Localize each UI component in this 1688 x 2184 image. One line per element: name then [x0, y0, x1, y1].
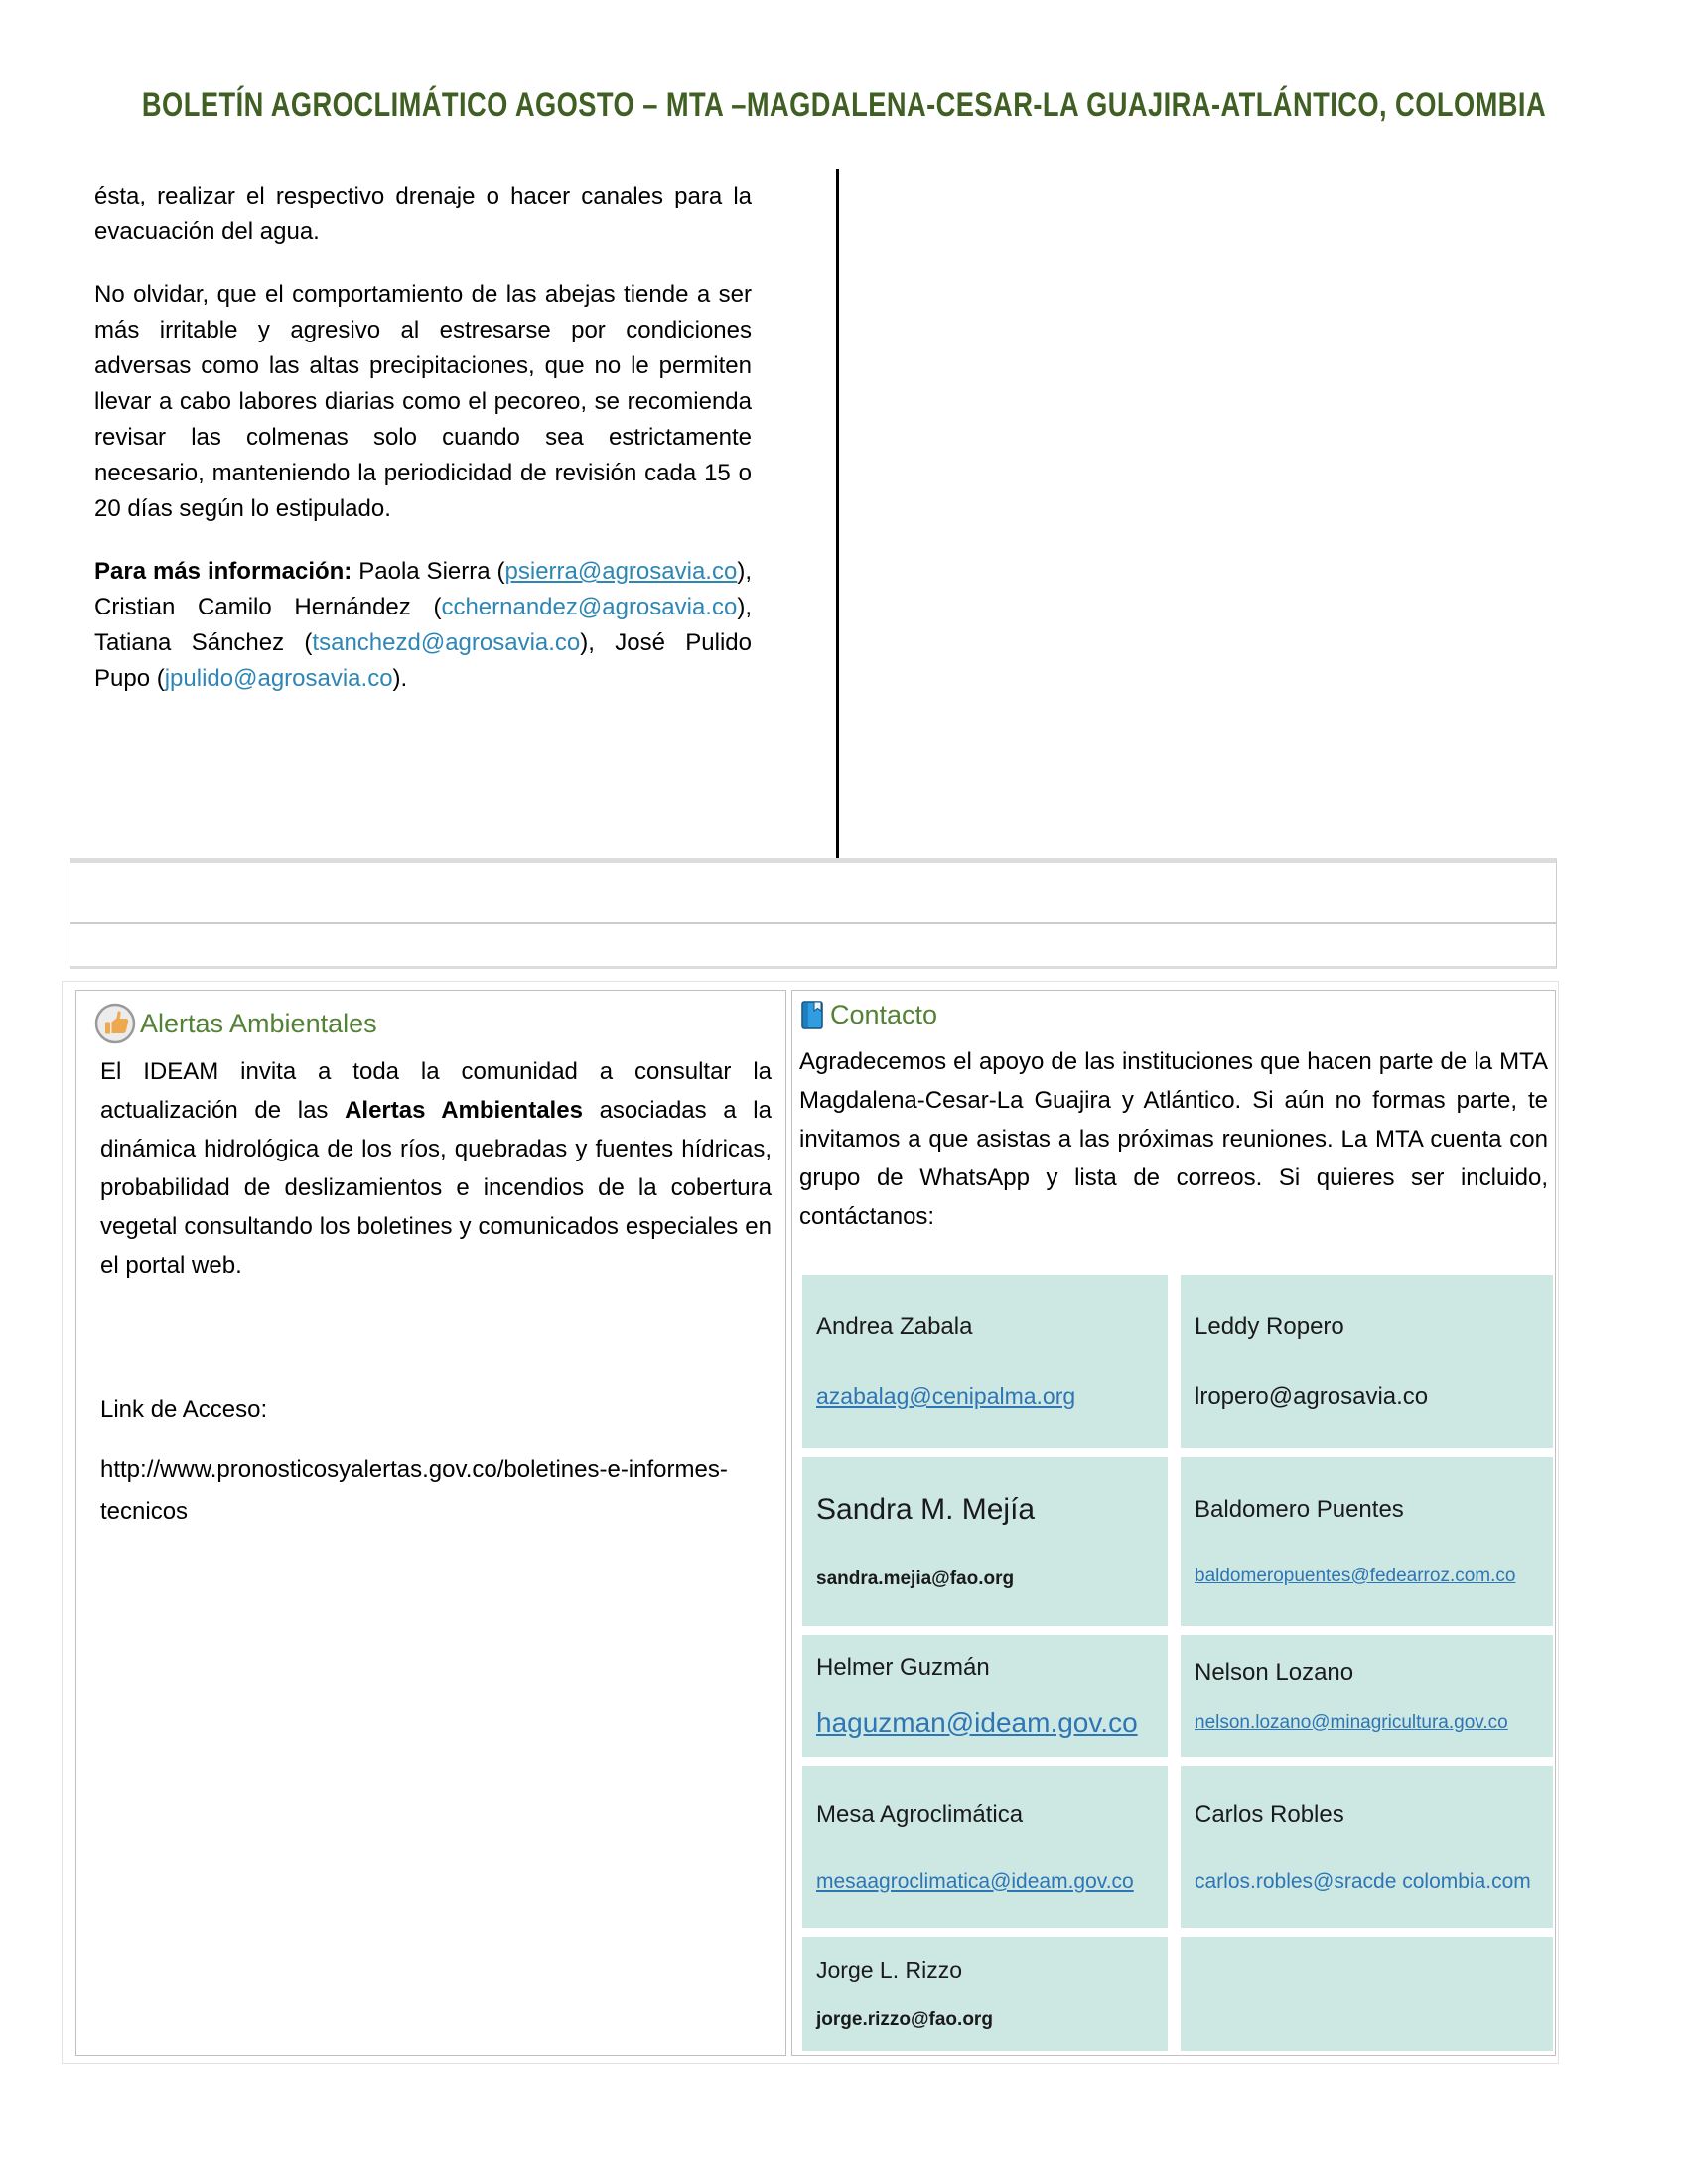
contact-card-jorge-rizzo — [802, 1937, 1168, 2051]
contact-email-link[interactable]: azabalag@cenipalma.org — [816, 1383, 1076, 1409]
alertas-panel-title: Alertas Ambientales — [140, 1008, 377, 1038]
contact-name: Mesa Agroclimática — [816, 1800, 1024, 1828]
para-bees: No olvidar, que el comportamiento de las abejas tiende a ser más irritable y agresivo al estresarse por condiciones adversas como las altas precipitaciones, que no le permiten llevar a cabo labores diarias como el pecoreo, se recomienda revisar las colmenas solo cuando sea estrictamente necesario, manteniendo la periodicidad de revisión cada 15 o 20 días según lo estipulado. — [94, 281, 752, 522]
thumbs-up-icon — [94, 1003, 136, 1044]
contact-name: Sandra M. Mejía — [816, 1493, 1036, 1526]
contact-email: jorge.rizzo@fao.org — [816, 2009, 993, 2030]
contact-name: Jorge L. Rizzo — [816, 1957, 963, 1982]
alertas-panel — [75, 990, 786, 2056]
contact-cards-grid — [802, 1275, 1553, 2051]
link-access-url: http://www.pronosticosyalertas.gov.co/boletines-e-informes-tecnicos — [100, 1456, 728, 1525]
contact-email-link[interactable]: mesaagroclimatica@ideam.gov.co — [816, 1869, 1134, 1893]
column-divider — [836, 169, 839, 860]
contact-card-nelson-lozano — [1181, 1635, 1553, 1757]
contact-card-carlos-robles — [1181, 1766, 1553, 1928]
para-drainage: ésta, realizar el respectivo drenaje o hacer canales para la evacuación del agua. — [94, 183, 752, 245]
alertas-body: El IDEAM invita a toda la comunidad a consultar la actualización de las Alertas Ambientales asociadas a la dinámica hidrológica de los ríos, quebradas y fuentes hídricas, probabilidad de deslizamientos e incendios de la cobertura vegetal consultando los boletines y comunicados especiales en el portal web. — [100, 1058, 772, 1279]
contact-card-baldomero-puentes — [1181, 1457, 1553, 1626]
contact-card-empty — [1181, 1937, 1553, 2051]
contact-name: Leddy Ropero — [1195, 1312, 1344, 1340]
contact-email-link[interactable]: carlos.robles@sracde colombia.com — [1195, 1869, 1531, 1893]
contact-name: Carlos Robles — [1195, 1800, 1344, 1828]
contact-card-helmer-guzman — [802, 1635, 1168, 1757]
email-link-tsanchezd[interactable]: tsanchezd@agrosavia.co — [312, 629, 581, 656]
contact-email: lropero@agrosavia.co — [1195, 1382, 1429, 1410]
email-link-cchernandez[interactable]: cchernandez@agrosavia.co — [441, 594, 738, 620]
contacto-panel — [791, 990, 1556, 2056]
alertas-panel-header — [94, 1003, 377, 1044]
contact-email-link[interactable]: baldomeropuentes@fedearroz.com.co — [1195, 1566, 1516, 1586]
more-info-text: Paola Sierra ( — [352, 558, 505, 585]
spacer-box-2 — [70, 923, 1557, 969]
email-link-psierra[interactable]: psierra@agrosavia.co — [504, 558, 738, 585]
spacer-box-1 — [70, 858, 1557, 923]
email-link-jpulido[interactable]: jpulido@agrosavia.co — [164, 665, 393, 692]
contact-email-link[interactable]: haguzman@ideam.gov.co — [816, 1706, 1138, 1738]
contact-card-andrea-zabala — [802, 1275, 1168, 1448]
contacto-body: Agradecemos el apoyo de las instituciones que hacen parte de la MTA Magdalena-Cesar-La Guajira y Atlántico. Si aún no formas parte, te invitamos a que asistas a las próximas reuniones. La MTA cuenta con grupo de WhatsApp y lista de correos. Si quieres ser incluido, contáctanos: — [799, 1048, 1548, 1230]
contact-name: Nelson Lozano — [1195, 1658, 1354, 1686]
body-column — [94, 179, 752, 724]
contact-card-leddy-ropero — [1181, 1275, 1553, 1448]
contact-name: Andrea Zabala — [816, 1313, 973, 1340]
contact-name: Helmer Guzmán — [816, 1653, 990, 1681]
contact-email: sandra.mejia@fao.org — [816, 1569, 1015, 1589]
more-info-label: Para más información: — [94, 558, 352, 585]
link-access-label: Link de Acceso: — [100, 1396, 268, 1423]
address-book-icon — [800, 999, 826, 1030]
contact-email-link[interactable]: nelson.lozano@minagricultura.gov.co — [1195, 1711, 1508, 1733]
contact-card-sandra-mejia — [802, 1457, 1168, 1626]
contacto-panel-header — [800, 999, 937, 1030]
para-more-info: Para más información: Paola Sierra (psierra@agrosavia.co), Cristian Camilo Hernández (cchernandez@agrosavia.co), Tatiana Sánchez (tsanchezd@agrosavia.co), José Pulido Pupo (jpulido@agrosavia.co). — [94, 558, 752, 692]
contacto-panel-title: Contacto — [830, 999, 938, 1029]
page-title: BOLETÍN AGROCLIMÁTICO AGOSTO – MTA –MAGDALENA-CESAR-LA GUAJIRA-ATLÁNTICO, COLOMBIA — [141, 84, 1547, 125]
alertas-body-bold: Alertas Ambientales — [345, 1097, 583, 1124]
contact-card-mesa-agroclimatica — [802, 1766, 1168, 1928]
contact-name: Baldomero Puentes — [1195, 1496, 1404, 1523]
